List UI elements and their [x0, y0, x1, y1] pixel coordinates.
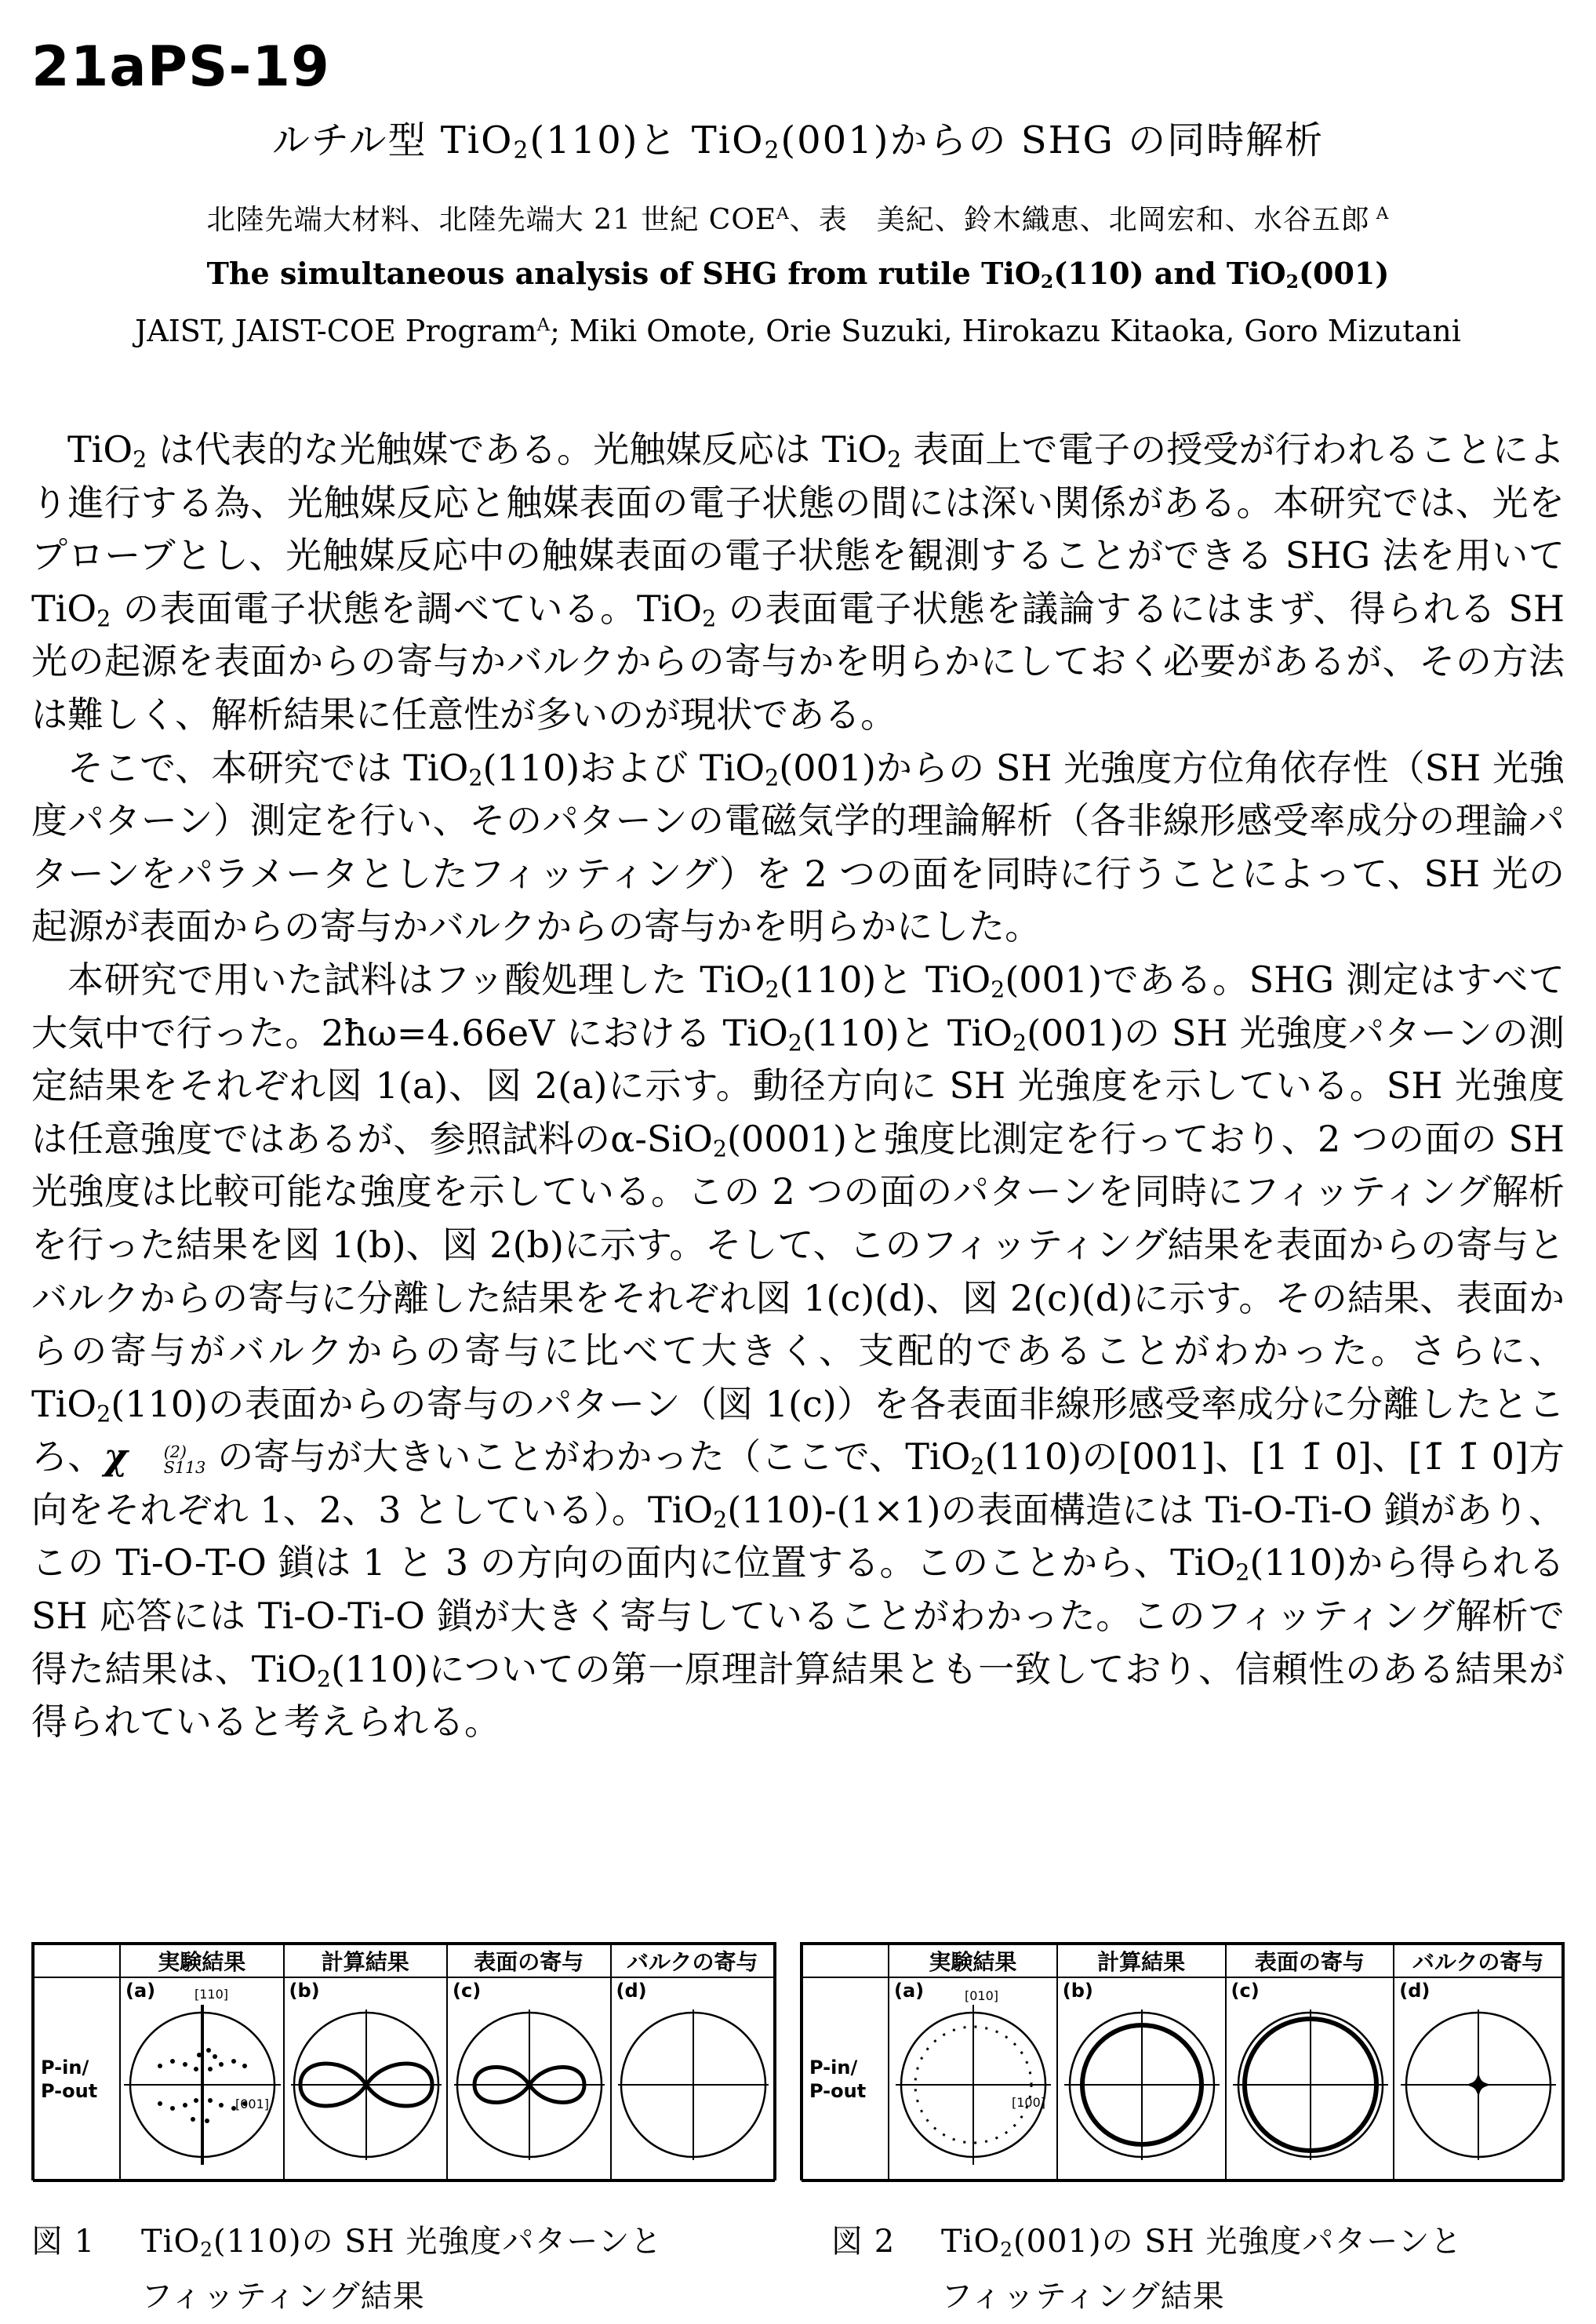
authors-english: JAIST, JAIST-COE Program$^A$; Miki Omote, Orie Suzuki, Hirokazu Kitaoka, Goro Mizutani: [135, 314, 1461, 348]
figure-1-caption: 図 1 TiO$_2$(110)の SH 光強度パターンと フィッティング結果: [31, 2224, 663, 2315]
panel-letter: (b): [1062, 1980, 1093, 2002]
row-label: P-in/ P-out: [802, 1977, 889, 2181]
panel-letter: (d): [616, 1980, 647, 2002]
row-label: P-in/ P-out: [34, 1977, 120, 2181]
axis-label-right: [001]: [235, 2097, 270, 2111]
header-bulk: バルクの寄与: [1394, 1944, 1562, 1977]
paragraph-3: 本研究で用いた試料はフッ酸処理した TiO$_2$(110)と TiO$_2$(001)である。SHG 測定はすべて大気中で行った。2ħω=4.66eV における TiO$_2$(110)と TiO$_2$(001)の SH 光強度パターンの測定結果をそれぞれ図 1(a)、図 2(a)に示す。動径方向に SH 光強度を示している。SH 光強度は任意強度ではあるが、参照試料のα-SiO$_2$(0001)と強度比測定を行っており、2 つの面の SH 光強度は比較可能な強度を示している。この 2 つの面のパターンを同時にフィッティング解析を行った結果を図 1(b)、図 2(b)に示す。そして、このフィッティング結果を表面からの寄与とバルクからの寄与に分離した結果をそれぞれ図 1(c)(d)、図 2(c)(d)に示す。その結果、表面からの寄与がバルクからの寄与に比べて大きく、支配的であることがわかった。さらに、TiO$_2$(110)の表面からの寄与のパターン（図 1(c)）を各表面非線形感受率成分に分離したところ、χ (2) S113 の寄与が大きいことがわかった（ここで、TiO$_2$(110)の[001]、[1 1̄ 0]、[1̄ 1̄ 0]方向をそれぞれ 1、2、3 としている）。TiO$_2$(110)-(1×1)の表面構造には Ti-O-Ti-O 鎖があり、この Ti-O-T-O 鎖は 1 と 3 の方向の面内に位置する。このことから、TiO$_2$(110)から得られる SH 応答には Ti-O-Ti-O 鎖が大きく寄与していることがわかった。このフィッティング解析で得た結果は、TiO$_2$(110)についての第一原理計算結果とも一致しており、信頼性のある結果が得られていると考えられる。: [31, 958, 1565, 1744]
panel-letter: (b): [289, 1980, 320, 2002]
panel-1d: [611, 1977, 775, 2181]
panel-2b: [1057, 1977, 1226, 2181]
header-bulk: バルクの寄与: [611, 1944, 775, 1977]
panel-letter: (a): [894, 1980, 925, 2002]
panel-2d: [1394, 1977, 1562, 2181]
chi-indices: (2) S113: [163, 1442, 206, 1478]
panel-2c: [1226, 1977, 1394, 2181]
header-calculation: 計算結果: [1057, 1944, 1226, 1977]
polar-plot-1b: [285, 1978, 448, 2180]
polar-plot-2c: [1227, 1978, 1394, 2180]
panel-letter: (d): [1399, 1980, 1431, 2002]
polar-plot-1c: [448, 1978, 611, 2180]
polar-plot-2b: [1058, 1978, 1226, 2180]
header-surface: 表面の寄与: [447, 1944, 611, 1977]
panel-1a: [120, 1977, 284, 2181]
header-experiment: 実験結果: [120, 1944, 284, 1977]
panel-letter: (c): [1231, 1980, 1260, 2002]
title-japanese: ルチル型 TiO$_2$(110)と TiO$_2$(001)からの SHG の同時解析: [271, 118, 1325, 165]
chi-symbol: χ: [104, 1435, 128, 1478]
header-surface: 表面の寄与: [1226, 1944, 1394, 1977]
panel-1b: [284, 1977, 448, 2181]
header-experiment: 実験結果: [889, 1944, 1057, 1977]
panel-1c: [447, 1977, 611, 2181]
paragraph-1: TiO$_2$ は代表的な光触媒である。光触媒反応は TiO$_2$ 表面上で電子の授受が行われることにより進行する為、光触媒反応と触媒表面の電子状態の間には深い関係がある。本研究では、光をプローブとし、光触媒反応中の触媒表面の電子状態を観測することができる SHG 法を用いて TiO$_2$ の表面電子状態を調べている。TiO$_2$ の表面電子状態を議論するにはまず、得られる SH 光の起源を表面からの寄与かバルクからの寄与かを明らかにしておく必要があるが、その方法は難しく、解析結果に任意性が多いのが現状である。: [31, 428, 1565, 736]
axis-label-right: [100]: [1012, 2095, 1046, 2110]
header-empty: [34, 1944, 120, 1977]
header-empty: [802, 1944, 889, 1977]
panel-letter: (c): [453, 1980, 482, 2002]
panel-letter: (a): [125, 1980, 156, 2002]
figure-2-caption: 図 2 TiO$_2$(001)の SH 光強度パターンと フィッティング結果: [831, 2224, 1463, 2315]
paragraph-2: そこで、本研究では TiO$_2$(110)および TiO$_2$(001)からの SH 光強度方位角依存性（SH 光強度パターン）測定を行い、そのパターンの電磁気学的理論解析（各非線形感受率成分の理論パターンをパラメータとしたフィッティング）を 2 つの面を同時に行うことによって、SH 光の起源が表面からの寄与かバルクからの寄与かを明らかにした。: [31, 746, 1565, 948]
polar-plot-1a: [121, 1978, 284, 2180]
title-english: The simultaneous analysis of SHG from rutile TiO$_2$(110) and TiO$_2$(001): [206, 256, 1390, 293]
header-calculation: 計算結果: [284, 1944, 448, 1977]
figure-1: [31, 1942, 776, 2180]
axis-label-top: [110]: [195, 1987, 229, 2002]
panel-2a: [889, 1977, 1057, 2181]
polar-plot-2d: [1394, 1978, 1562, 2180]
polar-plot-1d: [612, 1978, 775, 2180]
abstract-body: [31, 424, 1565, 1749]
figure-2: [800, 1942, 1565, 2180]
polar-plot-2a: [889, 1978, 1057, 2180]
axis-label-top: [010]: [965, 1988, 999, 2003]
abstract-code: 21aPS-19: [31, 35, 330, 99]
authors-japanese: 北陸先端大材料、北陸先端大 21 世紀 $COE^A$、表 美紀、鈴木織恵、北岡宏和、水谷五郎 $^A$: [206, 204, 1390, 236]
